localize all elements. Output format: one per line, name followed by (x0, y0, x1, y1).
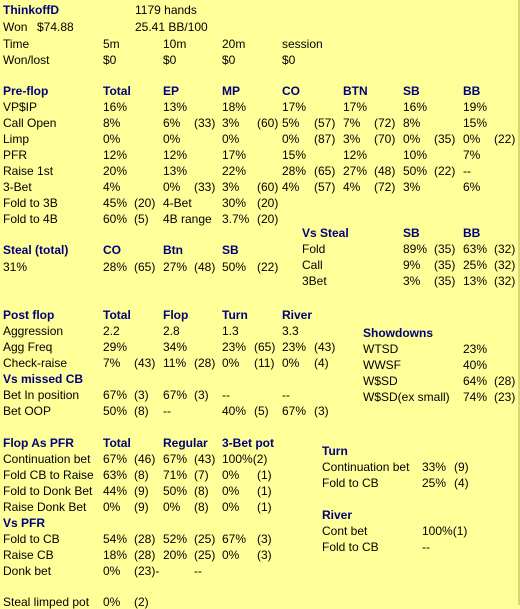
stat-label: Bet In position (3, 388, 80, 402)
period-5m: 5m (103, 37, 120, 51)
preflop-header: SB (403, 84, 420, 98)
stat-count: (9) (454, 460, 469, 474)
stat-value: 67% (222, 532, 247, 546)
stat-count: (43) (194, 452, 216, 466)
period-10m: 10m (163, 37, 187, 51)
preflop-header: EP (163, 84, 180, 98)
stat-count: (1) (257, 500, 272, 514)
stat-value: 3% (222, 180, 240, 194)
stat-value: 6% (463, 180, 481, 194)
stat-value: -- (463, 164, 471, 178)
stat-value: 9% (403, 258, 421, 272)
stat-value: 52% (163, 532, 188, 546)
stat-value: 4% (103, 180, 121, 194)
period-20m: 20m (222, 37, 246, 51)
stat-count: (4) (454, 476, 469, 490)
vs-steal-header: SB (403, 226, 420, 240)
stat-value: 23% (463, 342, 488, 356)
stat-value: -- (194, 564, 202, 578)
stat-count: (65) (314, 164, 336, 178)
stat-count: (57) (314, 180, 336, 194)
stat-value: 44% (103, 484, 128, 498)
stat-value: 8% (103, 116, 121, 130)
stat-value: 0% (163, 180, 181, 194)
stat-value: 3.3 (282, 324, 299, 338)
won-amount: $74.88 (37, 20, 74, 34)
stat-count: (8) (194, 500, 209, 514)
stat-label: Check-raise (3, 356, 68, 370)
stat-label: Fold CB to Raise (3, 468, 94, 482)
preflop-header: BTN (343, 84, 368, 98)
stat-count: (33) (194, 180, 216, 194)
stat-count: (32) (494, 258, 516, 272)
stat-count: (22) (257, 260, 279, 274)
stat-label: Donk bet (3, 564, 52, 578)
stat-count: (35) (434, 258, 456, 272)
stat-value: 67% (163, 388, 188, 402)
stat-count: (60) (257, 116, 279, 130)
stat-label: Fold to CB (322, 540, 379, 554)
flop-pfr-title: Flop As PFR (3, 436, 74, 450)
stat-value: 25% (422, 476, 447, 490)
stat-label: Fold to 3B (3, 196, 58, 210)
stat-count: (25) (194, 548, 216, 562)
stat-value: -- (422, 540, 430, 554)
stat-value: 16% (103, 100, 128, 114)
stat-value: 16% (403, 100, 428, 114)
player-name: ThinkoffD (3, 3, 59, 17)
stat-value: 0% (103, 595, 121, 609)
stat-label: W$SD(ex small) (363, 390, 450, 404)
stat-value: 7% (103, 356, 121, 370)
stat-value: 17% (282, 100, 307, 114)
stat-value: 67% (282, 404, 307, 418)
stat-count: (28) (134, 532, 156, 546)
stat-label: Steal limped pot (3, 595, 90, 609)
preflop-header: BB (463, 84, 481, 98)
preflop-title: Pre-flop (3, 84, 49, 98)
wonlost-value: $0 (282, 53, 296, 67)
period-session: session (282, 37, 323, 51)
wonlost-label: Won/lost (3, 53, 50, 67)
stat-count: (87) (314, 132, 336, 146)
stat-value: 60% (103, 212, 128, 226)
stat-value: 100%(1) (422, 524, 468, 538)
stat-count: (3) (194, 388, 209, 402)
stat-value: 19% (463, 100, 488, 114)
stat-value: 4% (282, 180, 300, 194)
stat-count: (3) (257, 548, 272, 562)
stat-count: (5) (134, 212, 149, 226)
stat-label: VP$IP (3, 100, 38, 114)
stat-value: 3% (222, 116, 240, 130)
stat-count: (7) (194, 468, 209, 482)
stat-value: 3% (403, 180, 421, 194)
stat-label: 3Bet (302, 274, 327, 288)
stat-value: 0% (103, 564, 121, 578)
stat-label: Call Open (3, 116, 57, 130)
stat-count: (1) (257, 484, 272, 498)
stat-count: (22) (494, 132, 516, 146)
stat-label: Raise Donk Bet (3, 500, 87, 514)
stat-count: (25) (194, 532, 216, 546)
stat-label: Continuation bet (322, 460, 410, 474)
stat-value: 7% (343, 116, 361, 130)
stat-value: 0% (463, 132, 481, 146)
stat-value: 1.3 (222, 324, 239, 338)
stat-value: 0% (222, 484, 240, 498)
stat-value: 18% (222, 100, 247, 114)
stat-count: (22) (434, 164, 456, 178)
stat-value: 23% (222, 340, 247, 354)
stat-value: 17% (222, 148, 247, 162)
stat-value: 63% (463, 242, 488, 256)
stat-value: 20% (103, 164, 128, 178)
stat-value: 40% (222, 404, 247, 418)
stat-count: (48) (194, 260, 216, 274)
stat-value: 0% (222, 548, 240, 562)
stat-count: (1) (257, 468, 272, 482)
stat-value: 12% (343, 148, 368, 162)
postflop-header: Turn (222, 308, 248, 322)
stat-value: 22% (222, 164, 247, 178)
stat-label: Cont bet (322, 524, 368, 538)
stat-value: 25% (463, 258, 488, 272)
stat-count: (60) (257, 180, 279, 194)
stat-value: 12% (103, 148, 128, 162)
stat-count: (57) (314, 116, 336, 130)
stat-count: (23) (494, 390, 516, 404)
stat-value: 23% (282, 340, 307, 354)
stat-count: (72) (374, 180, 396, 194)
stat-value: 74% (463, 390, 488, 404)
stat-value: 0% (222, 356, 240, 370)
stat-value: 0% (282, 356, 300, 370)
stat-value: 3% (403, 274, 421, 288)
stat-label: Raise 1st (3, 164, 54, 178)
stat-count: (35) (434, 132, 456, 146)
stat-value: 7% (463, 148, 481, 162)
showdowns-title: Showdowns (363, 326, 433, 340)
stat-value: 28% (103, 260, 128, 274)
flop-pfr-header: 3-Bet pot (222, 436, 274, 450)
stat-value: 71% (163, 468, 188, 482)
stat-value: 15% (463, 116, 488, 130)
stat-value: 0% (222, 132, 240, 146)
stat-value: 27% (163, 260, 188, 274)
stat-label: Agg Freq (3, 340, 53, 354)
stat-label: Fold (302, 242, 326, 256)
stat-label: Limp (3, 132, 30, 146)
steal-header: Btn (163, 243, 183, 257)
stat-count: (2) (134, 595, 149, 609)
stat-value: 50% (163, 484, 188, 498)
stat-count: (70) (374, 132, 396, 146)
stat-value: 11% (163, 356, 187, 370)
stat-value: 2.2 (103, 324, 120, 338)
flop-pfr-header: Total (103, 436, 131, 450)
stat-label: Call (302, 258, 323, 272)
hands-count: 1179 hands (135, 3, 197, 17)
stat-value: 64% (463, 374, 488, 388)
stat-count: (8) (194, 484, 209, 498)
vs-steal-header: BB (463, 226, 481, 240)
stat-value: 0% (103, 132, 121, 146)
stat-label: 4B range (163, 212, 212, 226)
stat-value: 0% (403, 132, 421, 146)
stat-count: (20) (257, 196, 279, 210)
stat-label: Fold to Donk Bet (3, 484, 93, 498)
stat-value: 13% (163, 164, 188, 178)
stat-value: 0% (222, 500, 240, 514)
stat-value: 40% (463, 358, 488, 372)
stat-value: 54% (103, 532, 128, 546)
postflop-header: River (282, 308, 313, 322)
stat-count: (48) (374, 164, 396, 178)
stat-value: 0% (163, 500, 181, 514)
stat-value: 15% (282, 148, 307, 162)
stat-count: (9) (134, 500, 149, 514)
stat-value: 0% (163, 132, 181, 146)
stat-count: (23)- (134, 564, 160, 578)
stat-count: (32) (494, 274, 516, 288)
preflop-header: Total (103, 84, 131, 98)
stat-count: (28) (194, 356, 216, 370)
flop-pfr-header: Regular (163, 436, 208, 450)
stat-value: 13% (463, 274, 488, 288)
stat-value: 50% (103, 404, 128, 418)
stat-value: 67% (103, 388, 128, 402)
stat-value: 3.7% (222, 212, 250, 226)
stat-value: -- (163, 404, 171, 418)
stat-value: 17% (343, 100, 368, 114)
stat-value: 100%(2) (222, 452, 268, 466)
stat-value: 18% (103, 548, 128, 562)
stat-value: 10% (403, 148, 428, 162)
stat-count: (46) (134, 452, 156, 466)
stat-value: 0% (282, 132, 300, 146)
stat-value: 45% (103, 196, 128, 210)
stat-value: -- (222, 388, 230, 402)
wonlost-value: $0 (163, 53, 177, 67)
stat-value: 12% (163, 148, 188, 162)
wonlost-value: $0 (222, 53, 236, 67)
stat-label: Fold to CB (322, 476, 379, 490)
vs-pfr-title: Vs PFR (3, 516, 46, 530)
steal-header: CO (103, 243, 121, 257)
stat-count: (72) (374, 116, 396, 130)
stat-value: 50% (403, 164, 428, 178)
stat-value: 67% (163, 452, 188, 466)
stat-value: 34% (163, 340, 188, 354)
postflop-title: Post flop (3, 308, 55, 322)
preflop-header: CO (282, 84, 300, 98)
stat-value: 27% (343, 164, 368, 178)
postflop-header: Flop (163, 308, 189, 322)
stat-count: (33) (194, 116, 216, 130)
steal-total: 31% (3, 260, 28, 274)
stat-count: (43) (134, 356, 156, 370)
stat-count: (35) (434, 274, 456, 288)
stat-value: 0% (222, 468, 240, 482)
time-label: Time (3, 37, 30, 51)
stat-value: 67% (103, 452, 128, 466)
stat-value: 33% (422, 460, 447, 474)
stat-label: W$SD (363, 374, 398, 388)
bb-rate: 25.41 BB/100 (135, 20, 208, 34)
stat-value: 20% (163, 548, 188, 562)
stat-label: WWSF (363, 358, 401, 372)
steal-header: SB (222, 243, 239, 257)
stat-count: (3) (314, 404, 329, 418)
stat-label: Fold to CB (3, 532, 60, 546)
stat-value: 4% (343, 180, 361, 194)
won-label: Won (3, 20, 28, 34)
stat-count: (9) (134, 484, 149, 498)
stat-count: (65) (134, 260, 156, 274)
turn-title: Turn (322, 444, 348, 458)
stat-value: 50% (222, 260, 247, 274)
stat-count: (8) (134, 404, 149, 418)
stat-label: Raise CB (3, 548, 54, 562)
stat-count: (11) (254, 356, 275, 370)
stat-value: 3% (343, 132, 361, 146)
river-title: River (322, 508, 353, 522)
stat-label: Bet OOP (3, 404, 52, 418)
stat-value: 2.8 (163, 324, 180, 338)
stat-count: (8) (134, 468, 149, 482)
stat-value: 8% (403, 116, 421, 130)
stat-count: (35) (434, 242, 456, 256)
stat-count: (65) (254, 340, 276, 354)
stat-count: (3) (134, 388, 149, 402)
stat-count: (43) (314, 340, 336, 354)
stat-value: 6% (163, 116, 181, 130)
stat-count: (4) (314, 356, 329, 370)
stat-value: 5% (282, 116, 300, 130)
stat-value: 13% (163, 100, 188, 114)
stat-count: (28) (134, 548, 156, 562)
stat-value: 63% (103, 468, 128, 482)
stat-value: 89% (403, 242, 428, 256)
stat-count: (20) (257, 212, 279, 226)
stat-count: (5) (254, 404, 269, 418)
stat-value: 29% (103, 340, 128, 354)
stat-label: PFR (3, 148, 27, 162)
vs-missed-cb-title: Vs missed CB (3, 372, 84, 386)
stat-label: Continuation bet (3, 452, 91, 466)
stat-value: 30% (222, 196, 247, 210)
stat-count: (20) (134, 196, 156, 210)
postflop-header: Total (103, 308, 131, 322)
stat-value: -- (282, 388, 290, 402)
stat-label: 4-Bet (163, 196, 192, 210)
stat-count: (3) (257, 532, 272, 546)
stat-value: 28% (282, 164, 307, 178)
stat-value: 0% (103, 500, 121, 514)
preflop-header: MP (222, 84, 240, 98)
stat-count: (28) (494, 374, 516, 388)
stat-label: WTSD (363, 342, 399, 356)
stat-label: Fold to 4B (3, 212, 58, 226)
vs-steal-title: Vs Steal (302, 226, 349, 240)
steal-title: Steal (total) (3, 243, 69, 257)
stat-count: (32) (494, 242, 516, 256)
stat-label: Aggression (3, 324, 64, 338)
wonlost-value: $0 (103, 53, 117, 67)
stat-label: 3-Bet (3, 180, 32, 194)
